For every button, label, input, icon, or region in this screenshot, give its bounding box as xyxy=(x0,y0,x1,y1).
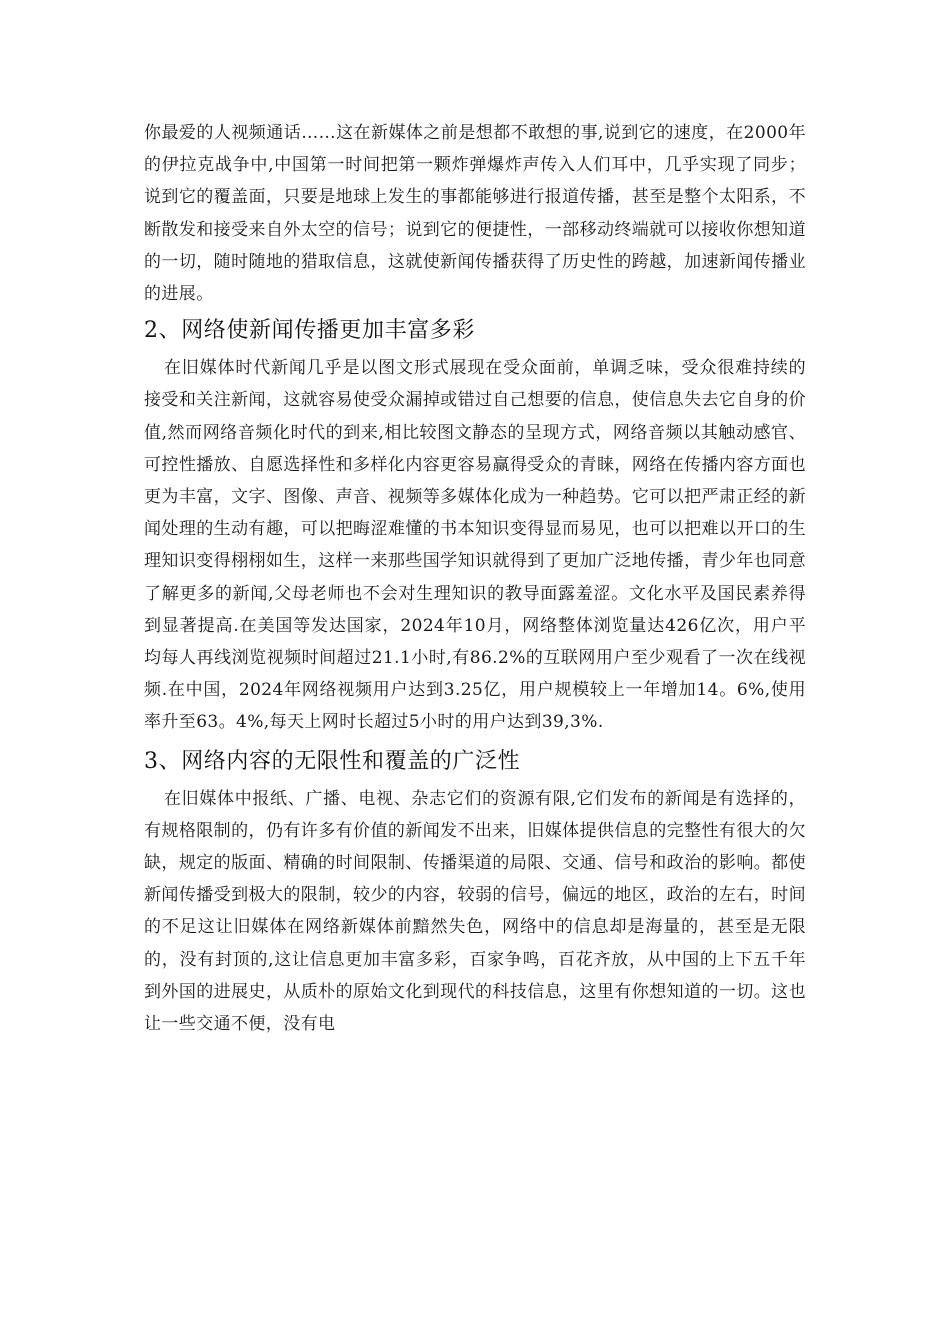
section-3-heading: 3、网络内容的无限性和覆盖的广泛性 xyxy=(144,748,521,774)
section-2-paragraph: 在旧媒体时代新闻几乎是以图文形式展现在受众面前，单调乏味，受众很难持续的接受和关注新闻，这就容易使受众漏掉或错过自己想要的信息，使信息失去它自身的价值,然而网络音频化时代的到来,相比较图文静态的呈现方式，网络音频以其触动感官、可控性播放、自愿选择性和多样化内容更容易赢得受众的青睐，网络在传播内容方面也更为丰富，文字、图像、声音、视频等多媒体化成为一种趋势。它可以把严肃正经的新闻处理的生动有趣，可以把晦涩难懂的书本知识变得显而易见，也可以把难以开口的生理知识变得栩栩如生，这样一来那些国学知识就得到了更加广泛地传播，青少年也同意了解更多的新闻,父母老师也不会对生理知识的教导面露羞涩。文化水平及国民素养得到显著提高.在美国等发达国家，2024年10月，网络整体浏览量达426亿次，用户平均每人再线浏览视频时间超过21.1小时,有86.2%的互联网用户至少观看了一次在线视频.在中国，2024年网络视频用户达到3.25亿，用户规模较上一年增加14。6%,使用率升至63。4%,每天上网时长超过5小时的用户达到39,3%. xyxy=(144,358,806,733)
section-3-paragraph: 在旧媒体中报纸、广播、电视、杂志它们的资源有限,它们发布的新闻是有选择的，有规格限制的，仍有许多有价值的新闻发不出来，旧媒体提供信息的完整性有很大的欠缺，规定的版面、精确的时间限制、传播渠道的局限、交通、信号和政治的影响。都使新闻传播受到极大的限制，较少的内容，较弱的信号，偏远的地区，政治的左右，时间的不足这让旧媒体在网络新媒体前黯然失色，网络中的信息却是海量的，甚至是无限的，没有封顶的,这让信息更加丰富多彩，百家争鸣，百花齐放，从中国的上下五千年到外国的进展史，从质朴的原始文化到现代的科技信息，这里有你想知道的一切。这也让一些交通不便，没有电 xyxy=(144,788,806,1035)
section-2-heading: 2、网络使新闻传播更加丰富多彩 xyxy=(144,318,475,344)
intro-paragraph: 你最爱的人视频通话……这在新媒体之前是想都不敢想的事,说到它的速度，在2000年的伊拉克战争中,中国第一时间把第一颗炸弹爆炸声传入人们耳中，几乎实现了同步；说到它的覆盖面，只要是地球上发生的事都能够进行报道传播，甚至是整个太阳系，不断散发和接受来自外太空的信号；说到它的便捷性，一部移动终端就可以接收你想知道的一切，随时随地的猎取信息，这就使新闻传播获得了历史性的跨越，加速新闻传播业的进展。 xyxy=(144,123,806,305)
document-body xyxy=(144,117,806,1040)
